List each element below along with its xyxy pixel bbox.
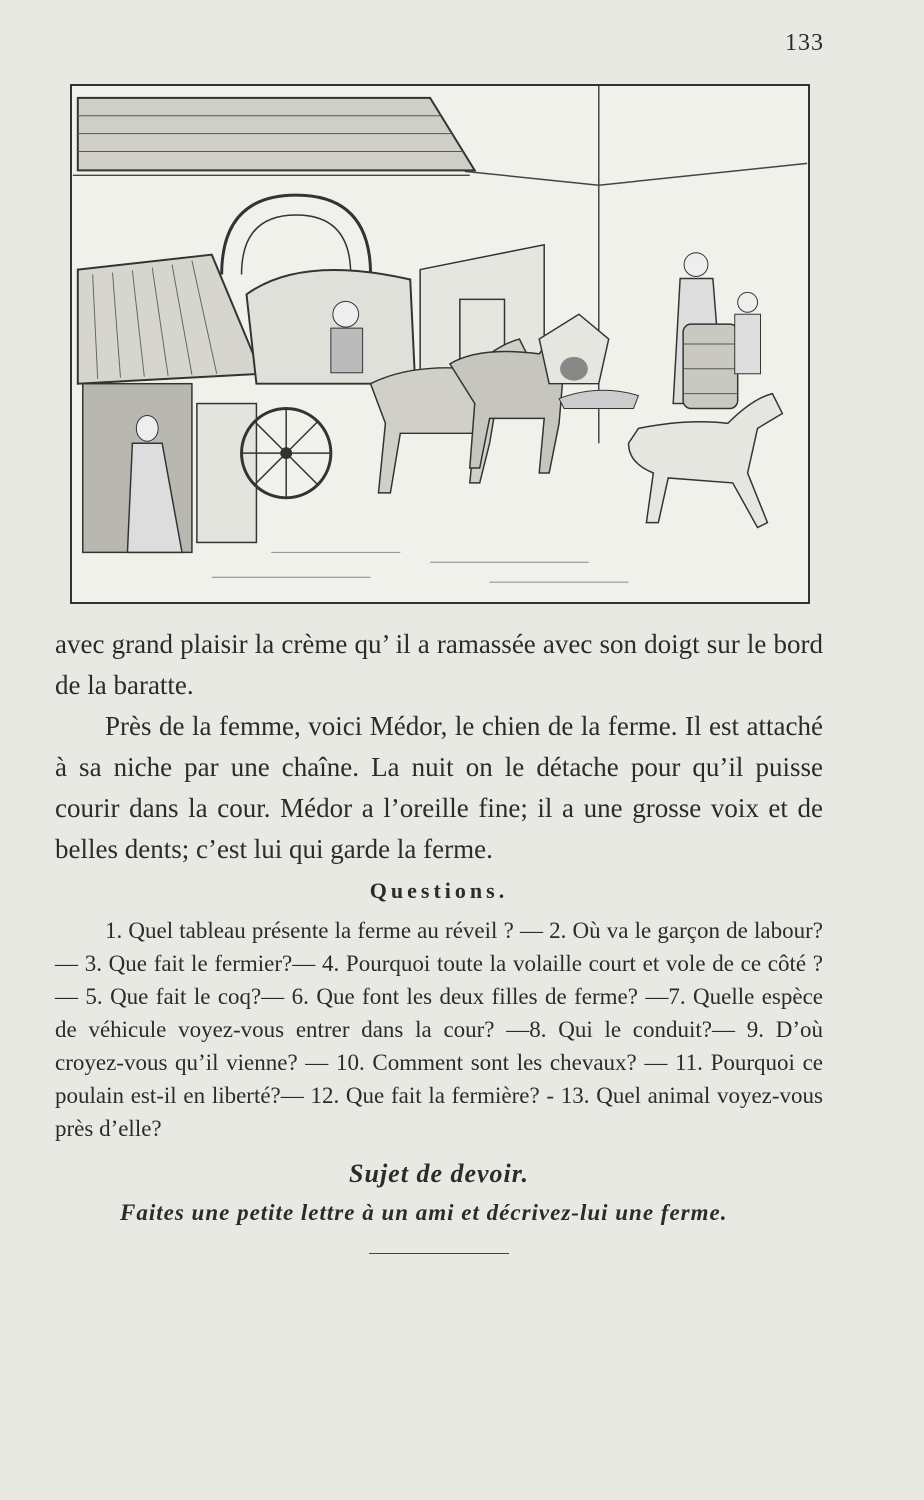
- paragraph-medor: Près de la femme, voici Médor, le chien de la ferme. Il est attaché à sa niche par une chaîne. La nuit on le détache pour qu’il puisse courir dans la cour. Médor a l’oreille fine; il a une grosse voix et de belles dents; c’est lui qui garde la ferme.: [55, 711, 823, 864]
- text-block: [55, 624, 823, 1254]
- questions-heading: Questions.: [369, 878, 509, 903]
- page-number: 133: [785, 30, 824, 56]
- devoir-heading: Sujet de devoir.: [349, 1159, 529, 1188]
- questions-list: 1. Quel tableau présente la ferme au réveil ? — 2. Où va le garçon de labour?— 3. Que fait le fermier?— 4. Pourquoi toute la volaille court et vole de ce côté ? — 5. Que fait le coq?— 6. Que font les deux filles de ferme? —7. Quelle espèce de véhicule voyez-vous entrer dans la cour? —8. Qui le conduit?— 9. D’où croyez-vous qu’il vienne? — 10. Comment sont les chevaux? — 11. Pourquoi ce poulain est-il en liberté?— 12. Que fait la fermière? - 13. Quel animal voyez-vous près d’elle?: [55, 918, 823, 1141]
- farmyard-illustration: [70, 84, 810, 604]
- devoir-text: Faites une petite lettre à un ami et décrivez-lui une ferme.: [120, 1200, 728, 1225]
- farmyard-engraving-icon: [72, 86, 808, 602]
- paragraph-continuation: avec grand plaisir la crème qu’ il a ramassée avec son doigt sur le bord de la baratte.: [55, 629, 823, 700]
- divider-rule: [369, 1253, 509, 1254]
